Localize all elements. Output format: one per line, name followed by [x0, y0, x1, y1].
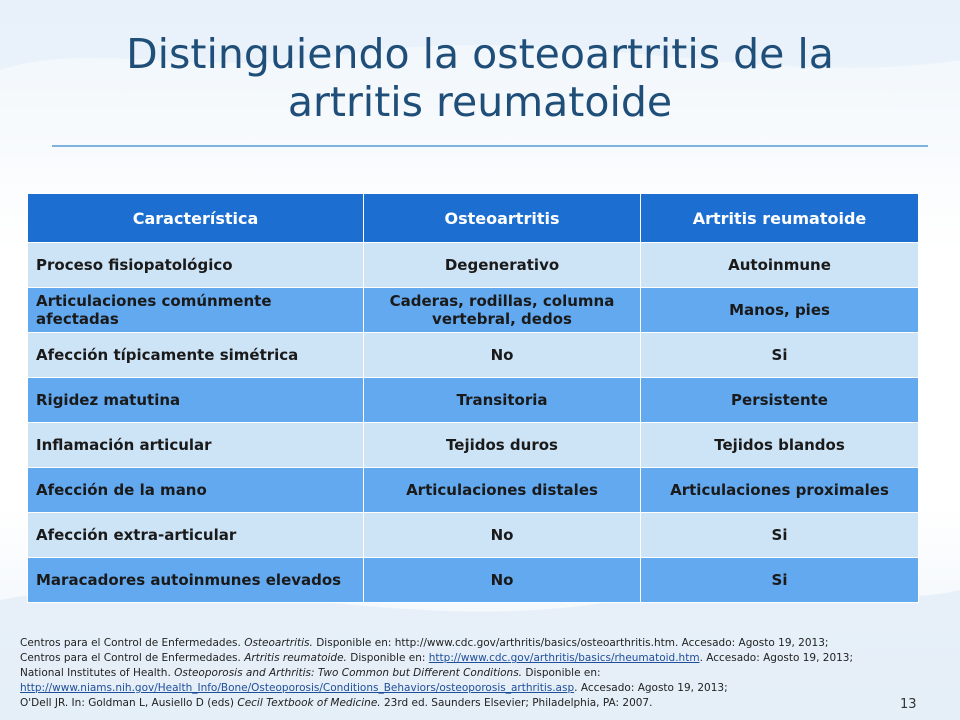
row-osteoartritis-value: No: [364, 558, 641, 603]
reference-4-title: Cecil Textbook of Medicine.: [237, 697, 381, 709]
row-characteristic: Proceso fisiopatológico: [28, 243, 364, 288]
table-row: [28, 243, 919, 288]
reference-3-rest: Disponible en:: [525, 667, 601, 679]
row-characteristic: Inflamación articular: [28, 423, 364, 468]
reference-3-title: Osteoporosis and Arthritis: Two Common but Different Conditions.: [174, 667, 523, 679]
table-row: [28, 378, 919, 423]
reference-2-prefix: Centros para el Control de Enfermedades.: [20, 652, 241, 664]
reference-1-rest: Disponible en: http://www.cdc.gov/arthritis/basics/osteoarthritis.htm. Accesado: Agosto 19, 2013;: [316, 637, 829, 649]
header-artritis-reumatoide: Artritis reumatoide: [641, 194, 919, 243]
reference-4-rest: 23rd ed. Saunders Elsevier; Philadelphia, PA: 2007.: [383, 697, 653, 709]
row-artritis-value: Persistente: [641, 378, 919, 423]
row-osteoartritis-value: Articulaciones distales: [364, 468, 641, 513]
header-caracteristica: Característica: [28, 194, 364, 243]
row-osteoartritis-value: No: [364, 333, 641, 378]
reference-2-rest: . Accesado: Agosto 19, 2013;: [699, 652, 854, 664]
reference-1-title: Osteoartritis.: [244, 637, 313, 649]
row-characteristic: Afección extra-articular: [28, 513, 364, 558]
reference-1: [20, 636, 900, 651]
comparison-table: [27, 193, 919, 603]
row-artritis-value: Autoinmune: [641, 243, 919, 288]
row-osteoartritis-value: Degenerativo: [364, 243, 641, 288]
row-artritis-value: Articulaciones proximales: [641, 468, 919, 513]
row-characteristic: Articulaciones comúnmente afectadas: [28, 288, 364, 333]
page-title: Distinguiendo la osteoartritis de la artritis reumatoide: [126, 30, 834, 126]
table-header-row: [28, 194, 919, 243]
reference-1-prefix: Centros para el Control de Enfermedades.: [20, 637, 241, 649]
row-characteristic: Afección típicamente simétrica: [28, 333, 364, 378]
row-artritis-value: Si: [641, 513, 919, 558]
reference-2: [20, 651, 900, 666]
reference-3-prefix: National Institutes of Health.: [20, 667, 171, 679]
row-artritis-value: Manos, pies: [641, 288, 919, 333]
row-osteoartritis-value: Tejidos duros: [364, 423, 641, 468]
page-number: 13: [900, 697, 917, 712]
reference-2-title: Artritis reumatoide.: [244, 652, 347, 664]
row-characteristic: Maracadores autoinmunes elevados: [28, 558, 364, 603]
header-osteoartritis: Osteoartritis: [364, 194, 641, 243]
reference-4: [20, 696, 900, 711]
row-artritis-value: Si: [641, 558, 919, 603]
table-row: [28, 558, 919, 603]
table-row: [28, 288, 919, 333]
reference-3-after: . Accesado: Agosto 19, 2013;: [574, 682, 728, 694]
row-artritis-value: Si: [641, 333, 919, 378]
reference-4-prefix: O'Dell JR. In: Goldman L, Ausiello D (eds): [20, 697, 235, 709]
reference-2-mid: Disponible en:: [350, 652, 426, 664]
row-osteoartritis-value: No: [364, 513, 641, 558]
title-underline: [52, 145, 928, 147]
row-osteoartritis-value: Caderas, rodillas, columna vertebral, dedos: [364, 288, 641, 333]
reference-3: [20, 666, 900, 696]
row-characteristic: Rigidez matutina: [28, 378, 364, 423]
table-row: [28, 468, 919, 513]
reference-3-link[interactable]: http://www.niams.nih.gov/Health_Info/Bone/Osteoporosis/Conditions_Behaviors/osteoporosis_arthritis.asp: [20, 682, 575, 694]
table-row: [28, 513, 919, 558]
row-characteristic: Afección de la mano: [28, 468, 364, 513]
reference-2-link[interactable]: http://www.cdc.gov/arthritis/basics/rheumatoid.htm: [428, 652, 700, 664]
table-row: [28, 333, 919, 378]
row-artritis-value: Tejidos blandos: [641, 423, 919, 468]
row-osteoartritis-value: Transitoria: [364, 378, 641, 423]
references: [20, 636, 900, 711]
table-row: [28, 423, 919, 468]
